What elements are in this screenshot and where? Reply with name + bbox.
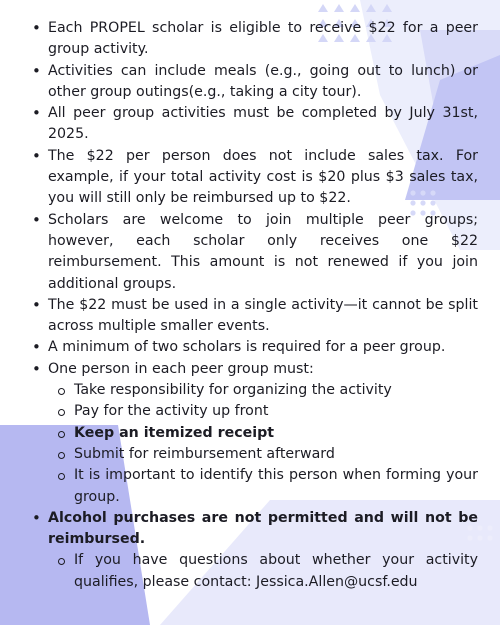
list-item [30, 359, 478, 508]
sub-list-item [48, 465, 478, 508]
sub-list-item-text: Pay for the activity up front [74, 403, 269, 420]
guidelines-list [30, 18, 478, 593]
sub-list-item [48, 423, 478, 444]
list-item [30, 295, 478, 338]
list-item [30, 61, 478, 104]
sub-list-item-text: Submit for reimbursement afterward [74, 445, 335, 462]
organizer-duties-list [48, 380, 478, 508]
sub-list-item [48, 550, 478, 593]
sub-list-item [48, 444, 478, 465]
list-item [30, 103, 478, 146]
list-item [30, 210, 478, 295]
sub-list-item [48, 401, 478, 422]
list-item-text: • Alcohol purchases are not permitted and will not be reimbursed. [48, 509, 478, 548]
guidelines-content [30, 18, 478, 593]
list-item [30, 146, 478, 210]
list-item [30, 18, 478, 61]
list-item-text: The $22 must be used in a single activity—it cannot be split across multiple smaller events. [48, 296, 478, 335]
sub-list-item [48, 380, 478, 401]
sub-list-item-text: It is important to identify this person when forming your group. [74, 467, 478, 505]
list-item [30, 508, 478, 593]
list-item-text: The $22 per person does not include sales tax. For example, if your total activity cost is $20 plus $3 sales tax, you will still only be reimbursed up to $22. [48, 147, 478, 207]
list-item-text: All peer group activities must be completed by July 31st, 2025. [48, 105, 478, 143]
list-item-text: A minimum of two scholars is required for a peer group. [48, 339, 446, 356]
list-item [30, 337, 478, 358]
sub-list-item-text: If you have questions about whether your activity qualifies, please contact: Jessica.Allen@ucsf.edu [74, 552, 478, 590]
sub-list-item-text: Take responsibility for organizing the activity [74, 382, 392, 399]
list-item-text: Scholars are welcome to join multiple peer groups; however, each scholar only receives one $22 reimbursement. This amount is not renewed if you join additional groups. [48, 211, 478, 292]
list-item-text: Activities can include meals (e.g., going out to lunch) or other group outings(e.g., taking a city tour). [48, 62, 478, 100]
list-item-text: • One person in each peer group must: [48, 360, 314, 377]
contact-list [48, 550, 478, 593]
sub-list-item-text: Keep an itemized receipt [74, 424, 275, 441]
list-item-text: Each PROPEL scholar is eligible to receive $22 for a peer group activity. [48, 20, 478, 58]
